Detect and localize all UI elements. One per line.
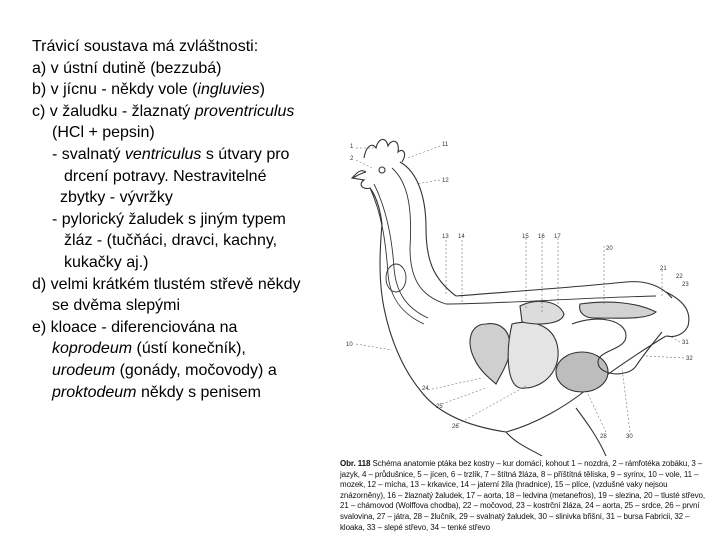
- figure-label-10: 10: [346, 342, 353, 348]
- figure-label-11: 11: [442, 142, 449, 148]
- point-c-line5: zbytky - vývržky: [60, 189, 173, 207]
- figure-caption: [340, 459, 712, 533]
- tail-shape: [666, 292, 689, 337]
- point-c: c) v žaludku - žlaznatý proventriculus: [32, 102, 295, 120]
- figure-label-32: 32: [686, 356, 693, 362]
- figure-label-30: 30: [626, 434, 633, 440]
- point-b: b) v jícnu - někdy vole (ingluvies): [32, 81, 265, 99]
- heart-organ: [470, 324, 510, 384]
- kidney-organ: [580, 302, 656, 318]
- figure-label-28: 28: [600, 434, 607, 440]
- figure-label-1: 1: [350, 144, 354, 150]
- head-outline: [352, 171, 382, 224]
- caption-number: Obr. 118: [340, 459, 371, 468]
- figure-label-13: 13: [442, 234, 449, 240]
- point-c-line4: drcení potravy. Nestravitelné: [64, 167, 267, 185]
- figure-label-31: 31: [682, 340, 689, 346]
- rooster-anatomy-figure: [336, 128, 720, 456]
- beak-shape: [352, 172, 366, 178]
- point-c-line6: - pylorický žaludek s jiným typem: [52, 210, 286, 228]
- lung-organ: [520, 301, 564, 324]
- point-d: d) velmi krátkém tlustém střevě někdy: [32, 275, 301, 293]
- figure-label-16: 16: [538, 234, 545, 240]
- figure-label-23: 23: [682, 282, 689, 288]
- eye-shape: [379, 167, 385, 173]
- comb-shape: [364, 139, 405, 162]
- figure-label-20: 20: [606, 246, 613, 252]
- back-line: [456, 282, 672, 298]
- figure-label-21: 21: [660, 266, 667, 272]
- point-a: a) v ústní dutině (bezzubá): [32, 59, 222, 77]
- caption-text: Schéma anatomie ptáka bez kostry – kur domácí, kohout 1 – nozdra, 2 – rámfotéka zobáku, 3 – jazyk, 4 – průdušnice, 5 – jícen, 6 – trzlík, 7 – štítná žláza, 8 – příštítná tělíska, 9 – syrinx, 10 – vole, 11 – mozek, 12 – mícha, 13 – krkavice, 14 – jaterní žíla (hradnice), 15 – plíce, (vzdušné vaky nejsou znázorněny), 16 – žlaznatý žaludek, 17 – aorta, 18 – ledvina (metanefros), 19 – slezina, 20 – tlusté střevo, 21 – chámovod (Wolffova chodba), 22 – močovod, 23 – kostrční žláza, 24 – aorta, 25 – srdce, 26 – první svalovina, 27 – játra, 28 – žlučník, 29 – svalnatý žaludek, 30 – slinivka břišní, 31 – bursa Fabricii, 32 – kloaka, 33 – slepé střevo, 34 – tenké střevo: [340, 459, 705, 532]
- point-e: e) kloace - diferenciována na: [32, 318, 238, 336]
- figure-label-12: 12: [442, 178, 449, 184]
- gizzard-organ: [556, 352, 608, 392]
- leg-outline: [506, 432, 542, 456]
- point-c-line7: žláz - (tučňáci, dravci, kachny,: [64, 232, 278, 250]
- figure-label-26: 26: [452, 424, 459, 430]
- figure-label-2: 2: [350, 156, 354, 162]
- figure-label-14: 14: [458, 234, 465, 240]
- crop-organ: [386, 264, 406, 292]
- point-c-line3: - svalnatý ventriculus s útvary pro: [52, 145, 290, 163]
- point-d-line2: se dvěma slepými: [52, 297, 181, 315]
- heading-line: Trávicí soustava má zvláštnosti:: [32, 38, 259, 55]
- point-e-line4: proktodeum někdy s penisem: [52, 383, 262, 401]
- figure-label-15: 15: [522, 234, 529, 240]
- leg-outline-2: [576, 408, 606, 456]
- point-c-line2: (HCl + pepsin): [52, 124, 155, 142]
- point-e-line3: urodeum (gonády, močovody) a: [52, 361, 277, 379]
- figure-label-25: 25: [436, 404, 443, 410]
- liver-organ: [508, 322, 558, 388]
- esophagus-tube: [370, 188, 424, 324]
- point-e-line2: koprodeum (ústí konečník),: [52, 340, 246, 358]
- figure-label-22: 22: [676, 274, 683, 280]
- text-block: [32, 36, 352, 403]
- figure-label-17: 17: [554, 234, 561, 240]
- point-c-line8: kukačky aj.): [64, 253, 149, 271]
- figure-label-24: 24: [422, 386, 429, 392]
